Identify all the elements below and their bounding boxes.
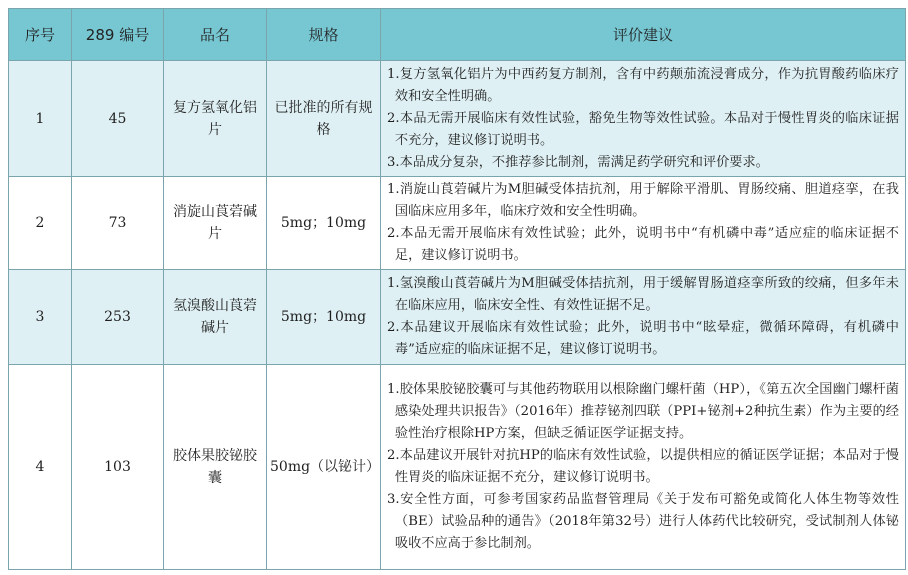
- row-recommendations: [381, 177, 906, 270]
- row-index: 1: [9, 61, 72, 177]
- row-name: 胶体果胶铋胶囊: [173, 448, 257, 486]
- row-spec: 已批准的所有规格: [274, 99, 373, 138]
- row-code: 45: [72, 61, 164, 177]
- row-name: 复方氢氧化铝片: [173, 99, 257, 138]
- recommendation-item: 1.复方氢氧化铝片为中西药复方制剂，含有中药颠茄流浸膏成分，作为抗胃酸药临床疗效和安全性明确。: [387, 66, 899, 104]
- table-header: [9, 9, 906, 61]
- row-spec-cell: [267, 270, 381, 365]
- recommendation-item: 2.本品建议开展临床有效性试验；此外，说明书中“眩晕症，微循环障碍，有机磷中毒”适应症的临床证据不足，建议修订说明书。: [387, 320, 899, 357]
- row-code: 73: [72, 177, 164, 270]
- row-code: 253: [72, 270, 164, 365]
- header-index: 序号: [9, 9, 72, 61]
- row-index: 4: [9, 365, 72, 570]
- row-recommendations: [381, 365, 906, 570]
- header-spec: 规格: [267, 9, 381, 61]
- row-index: 2: [9, 177, 72, 270]
- row-name-cell: [164, 365, 267, 570]
- table-row: [9, 270, 906, 365]
- row-name-cell: [164, 270, 267, 365]
- drug-evaluation-table: [8, 8, 906, 570]
- recommendation-item: 2.本品无需开展临床有效性试验；此外，说明书中“有机磷中毒”适应症的临床证据不足，建议修订说明书。: [387, 226, 899, 263]
- row-name-cell: [164, 177, 267, 270]
- row-recommendations: [381, 61, 906, 177]
- recommendation-item: 2.本品建议开展针对抗HP的临床有效性试验，以提供相应的循证医学证据；本品对于慢性胃炎的临床证据不充分，建议修订说明书。: [387, 448, 899, 485]
- table-row: [9, 365, 906, 570]
- table-row: [9, 177, 906, 270]
- row-spec-cell: [267, 365, 381, 570]
- header-code: 289 编号: [72, 9, 164, 61]
- row-index: 3: [9, 270, 72, 365]
- recommendation-item: 1.氢溴酸山莨菪碱片为M胆碱受体拮抗剂，用于缓解胃肠道痉挛所致的绞痛，但多年未在临床应用，临床安全性、有效性证据不足。: [387, 276, 899, 313]
- table-body: [9, 61, 906, 570]
- row-name-cell: [164, 61, 267, 177]
- recommendation-item: 1.消旋山莨菪碱片为M胆碱受体拮抗剂，用于解除平滑肌、胃肠绞痛、胆道痉挛，在我国临床应用多年，临床疗效和安全性明确。: [387, 182, 899, 219]
- row-name: 氢溴酸山莨菪碱片: [173, 298, 257, 336]
- header-recommendation: 评价建议: [381, 9, 906, 61]
- row-spec: 5mg；10mg: [280, 309, 367, 325]
- row-spec-cell: [267, 177, 381, 270]
- header-name: 品名: [164, 9, 267, 61]
- row-spec-cell: [267, 61, 381, 177]
- row-code: 103: [72, 365, 164, 570]
- row-recommendations: [381, 270, 906, 365]
- recommendation-item: 2.本品无需开展临床有效性试验，豁免生物等效性试验。本品对于慢性胃炎的临床证据不充分，建议修订说明书。: [387, 110, 899, 148]
- recommendation-item: 3.安全性方面，可参考国家药品监督管理局《关于发布可豁免或简化人体生物等效性（BE）试验品种的通告》（2018年第32号）进行人体药代比较研究，受试制剂人体铋吸收不应高于参比制剂。: [387, 492, 899, 551]
- recommendation-item: 1.胶体果胶铋胶囊可与其他药物联用以根除幽门螺杆菌（HP），《第五次全国幽门螺杆菌感染处理共识报告》（2016年）推荐铋剂四联（PPI+铋剂+2种抗生素）作为主要的经验性治疗根除HP方案，但缺乏循证医学证据支持。: [387, 382, 899, 441]
- table-row: [9, 61, 906, 177]
- row-spec: 5mg；10mg: [280, 215, 367, 231]
- row-spec: 50mg（以铋计）: [270, 459, 381, 475]
- recommendation-item: 3.本品成分复杂，不推荐参比制剂，需满足药学研究和评价要求。: [387, 154, 769, 170]
- row-name: 消旋山莨菪碱片: [173, 204, 257, 242]
- header-row: [9, 9, 906, 61]
